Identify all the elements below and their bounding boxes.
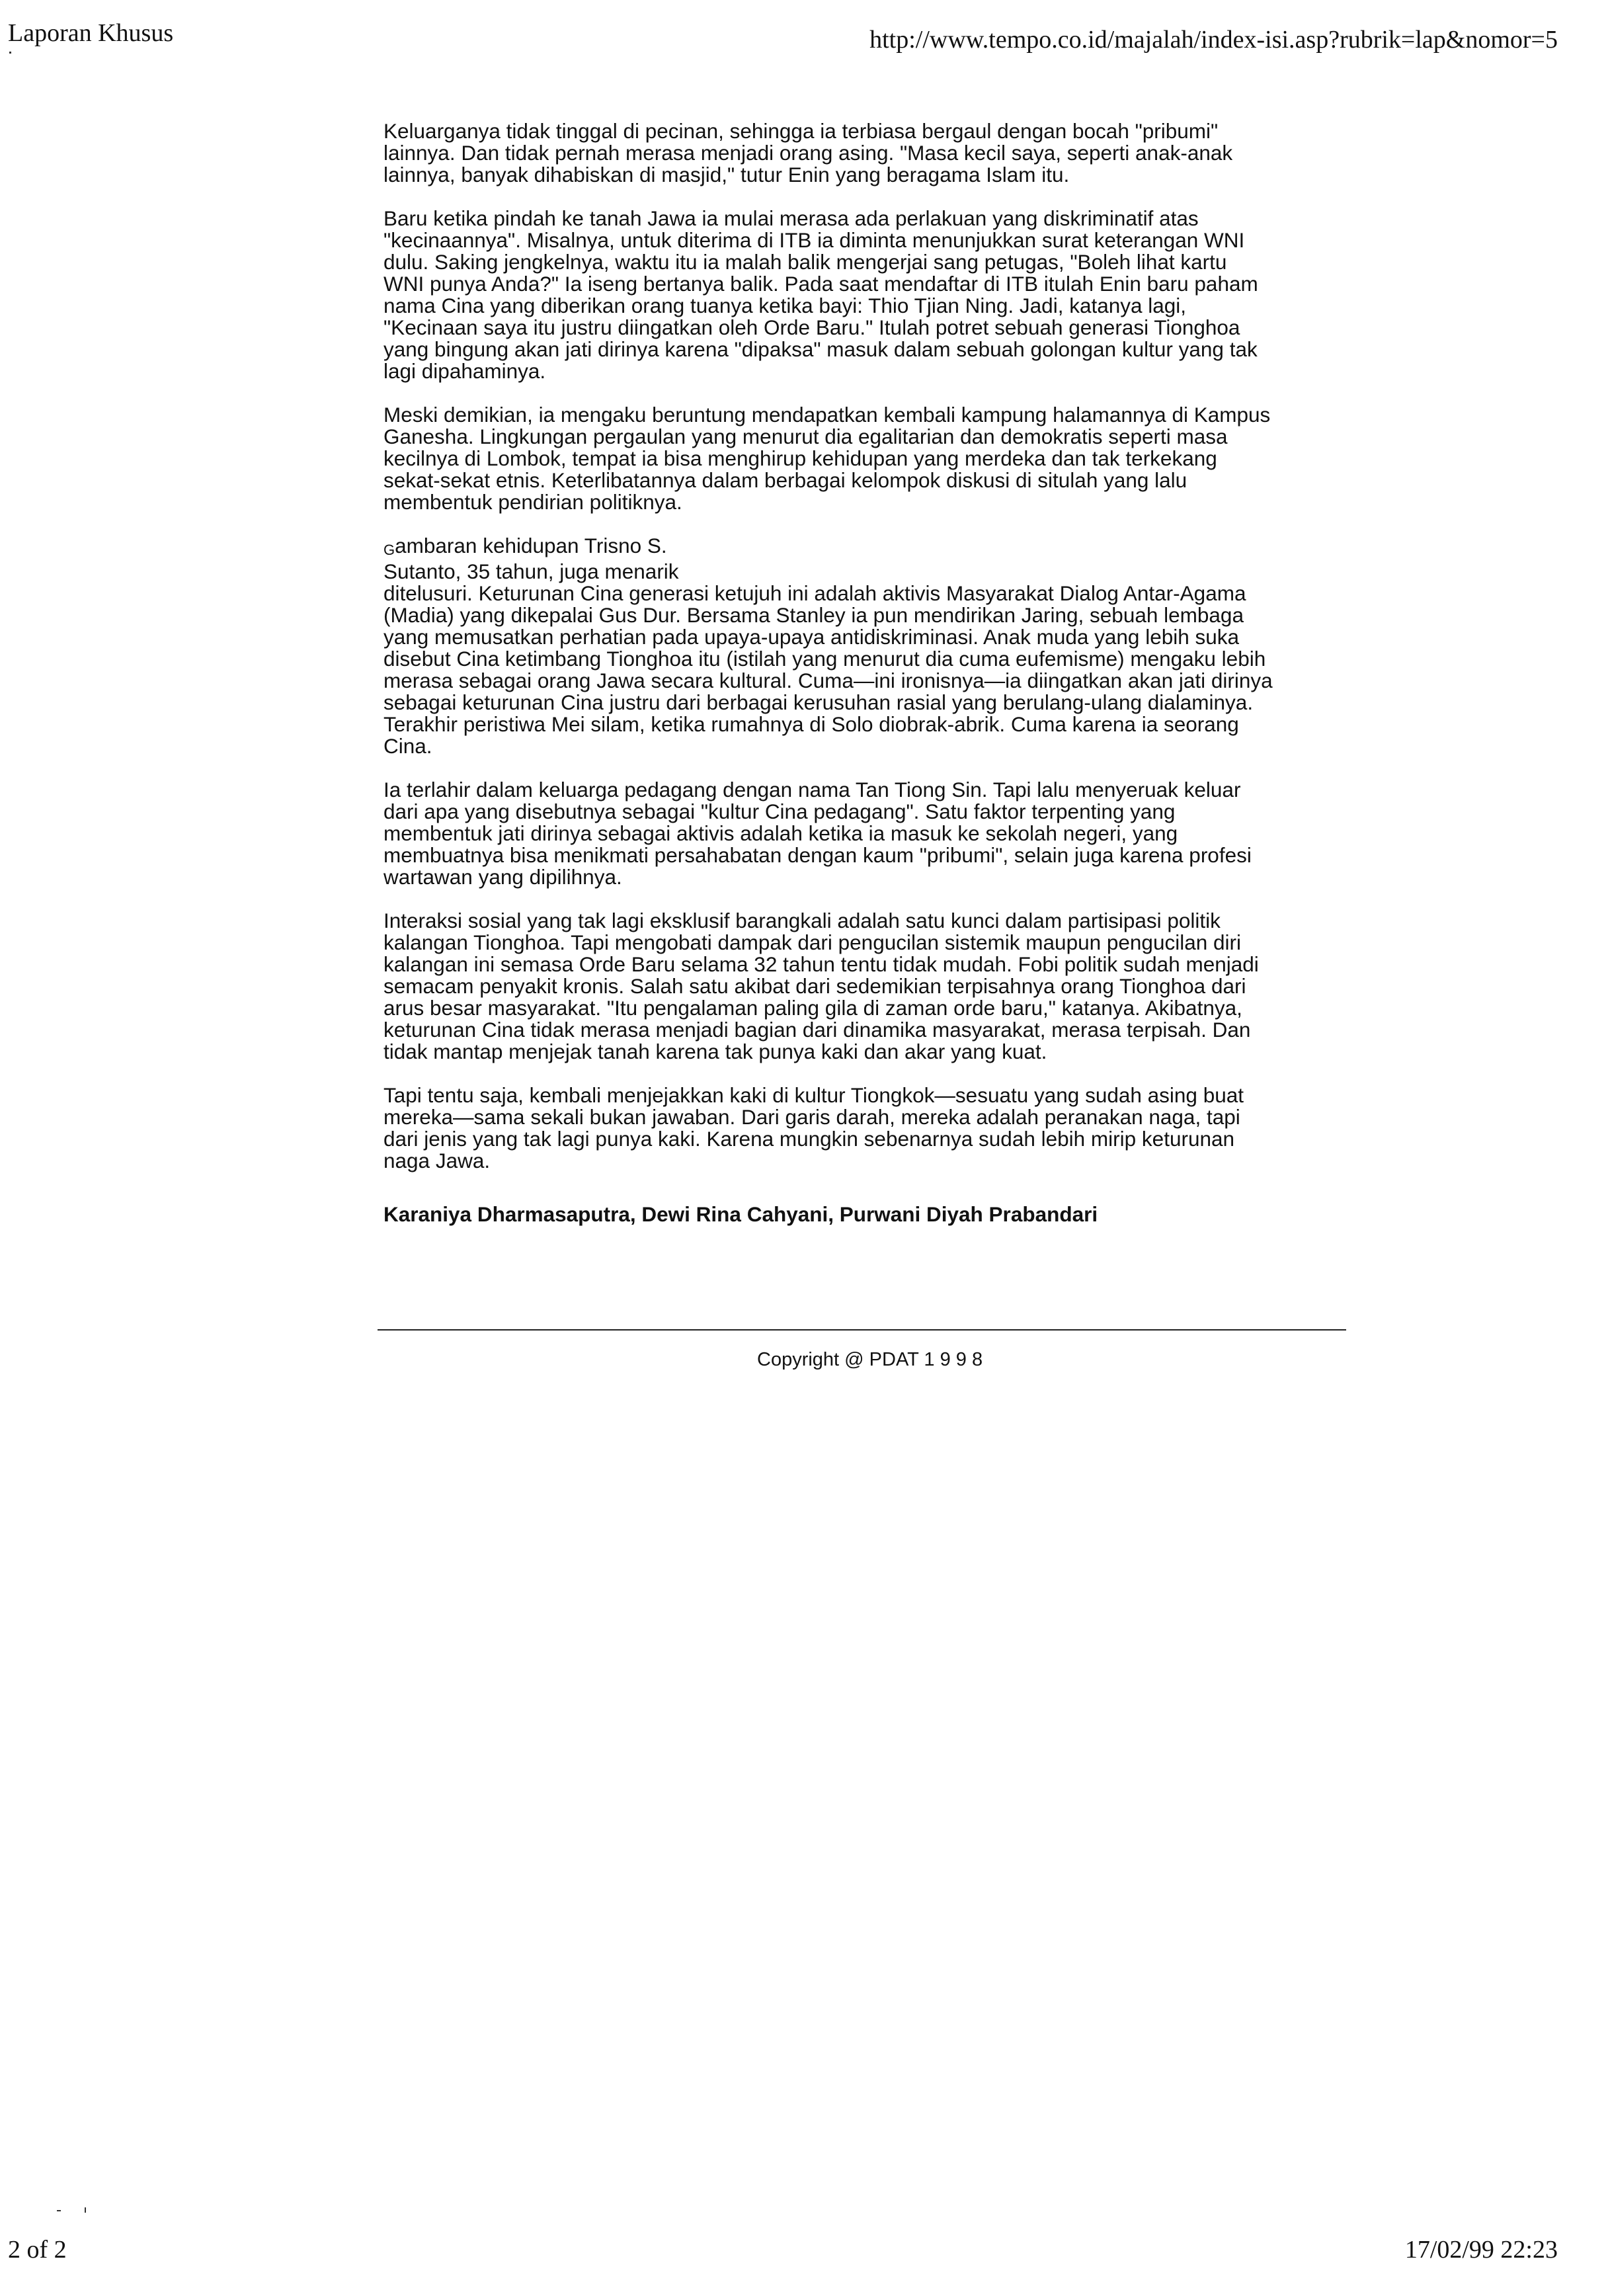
- trisno-line-2: Sutanto, 35 tahun, juga menarik: [383, 559, 679, 583]
- article-paragraph-3: Meski demikian, ia mengaku beruntung mendapatkan kembali kampung halamannya di Kampus Ganesha. Lingkungan pergaulan yang menurut dia egalitarian dan demokratis seperti masa kecilnya di Lombok, tempat ia bisa menghirup kehidupan yang merdeka dan tak terkekang sekat-sekat etnis. Keterlibatannya dalam berbagai kelompok diskusi di situlah yang lalu membentuk pendirian politiknya.: [383, 403, 1271, 514]
- trisno-line-1-text: ambaran kehidupan Trisno S.: [395, 534, 667, 557]
- article-paragraph-5: Ia terlahir dalam keluarga pedagang dengan nama Tan Tiong Sin. Tapi lalu menyeruak keluar dari apa yang disebutnya sebagai "kultur Cina pedagang". Satu faktor terpenting yang membentuk jati dirinya sebagai aktivis adalah ketika ia masuk ke sekolah negeri, yang membuatnya bisa menikmati persahabatan dengan kaum "pribumi", selain juga karena profesi wartawan yang dipilihnya.: [383, 778, 1252, 889]
- article-paragraph-6: Interaksi sosial yang tak lagi eksklusif barangkali adalah satu kunci dalam partisipasi politik kalangan Tionghoa. Tapi mengobati dampak dari pengucilan sistemik maupun pengucilan diri kalangan ini semasa Orde Baru selama 32 tahun tentu tidak mudah. Fobi politik sudah menjadi semacam penyakit kronis. Salah satu akibat dari sedemikian terpisahnya orang Tionghoa dari arus besar masyarakat. "Itu pengalaman paling gila di zaman orde baru," katanya. Akibatnya, keturunan Cina tidak merasa menjadi bagian dari dinamika masyarakat, merasa terpisah. Dan tidak mantap menjejak tanah karena tak punya kaki dan akar yang kuat.: [383, 909, 1259, 1063]
- article-paragraph-2: Baru ketika pindah ke tanah Jawa ia mulai merasa ada perlakuan yang diskriminatif atas "kecinaannya". Misalnya, untuk diterima di ITB ia diminta menunjukkan surat keterangan WNI dulu. Saking jengkelnya, waktu itu ia malah balik mengerjai sang petugas, "Boleh lihat kartu WNI punya Anda?" Ia iseng bertanya balik. Pada saat mendaftar di ITB itulah Enin baru paham nama Cina yang diberikan orang tuanya ketika bayi: Thio Tjian Ning. Jadi, katanya lagi, "Kecinaan saya itu justru diingatkan oleh Orde Baru." Itulah potret sebuah generasi Tionghoa yang bingung akan jati dirinya karena "dipaksa" masuk dalam sebuah golongan kultur yang tak lagi dipahaminya.: [383, 206, 1258, 383]
- article-paragraph-1: Keluarganya tidak tinggal di pecinan, sehingga ia terbiasa bergaul dengan bocah "pribumi" lainnya. Dan tidak pernah merasa menjadi orang asing. "Masa kecil saya, seperti anak-anak lainnya, banyak dihabiskan di masjid," tutur Enin yang beragama Islam itu.: [383, 119, 1233, 186]
- copyright-notice: Copyright @ PDAT 1 9 9 8: [757, 1349, 983, 1370]
- article-body: [383, 120, 1273, 1225]
- article-paragraph-trisno: [383, 535, 1273, 757]
- scan-speck: [85, 2207, 86, 2213]
- print-timestamp: 17/02/99 22:23: [1404, 2236, 1558, 2264]
- scan-speck: [57, 2210, 61, 2211]
- drop-initial: G: [383, 542, 395, 558]
- article-byline: Karaniya Dharmasaputra, Dewi Rina Cahyani, Purwani Diyah Prabandari: [383, 1202, 1098, 1226]
- trisno-paragraph-rest: ditelusuri. Keturunan Cina generasi ketujuh ini adalah aktivis Masyarakat Dialog Antar-Agama (Madia) yang dikepalai Gus Dur. Bersama Stanley ia pun mendirikan Jaring, sebuah lembaga yang memusatkan perhatian pada upaya-upaya antidiskriminasi. Anak muda yang lebih suka disebut Cina ketimbang Tionghoa itu (istilah yang menurut dia cuma eufemisme) mengaku lebih merasa sebagai orang Jawa secara kultural. Cuma—ini ironisnya—ia diingatkan akan jati dirinya sebagai keturunan Cina justru dari berbagai kerusuhan rasial yang berulang-ulang dialaminya. Terakhir peristiwa Mei silam, ketika rumahnya di Solo diobrak-abrik. Cuma karena ia seorang Cina.: [383, 581, 1273, 758]
- page-indicator: 2 of 2: [8, 2236, 67, 2264]
- section-title: Laporan Khusus: [8, 19, 174, 47]
- scan-speck: [9, 52, 11, 54]
- horizontal-divider: [378, 1329, 1346, 1331]
- page-url: http://www.tempo.co.id/majalah/index-isi.asp?rubrik=lap&nomor=5: [869, 26, 1558, 54]
- trisno-line-1: [383, 535, 1273, 561]
- article-paragraph-7: Tapi tentu saja, kembali menjejakkan kaki di kultur Tiongkok—sesuatu yang sudah asing buat mereka—sama sekali bukan jawaban. Dari garis darah, mereka adalah peranakan naga, tapi dari jenis yang tak lagi punya kaki. Karena mungkin sebenarnya sudah lebih mirip keturunan naga Jawa.: [383, 1083, 1244, 1172]
